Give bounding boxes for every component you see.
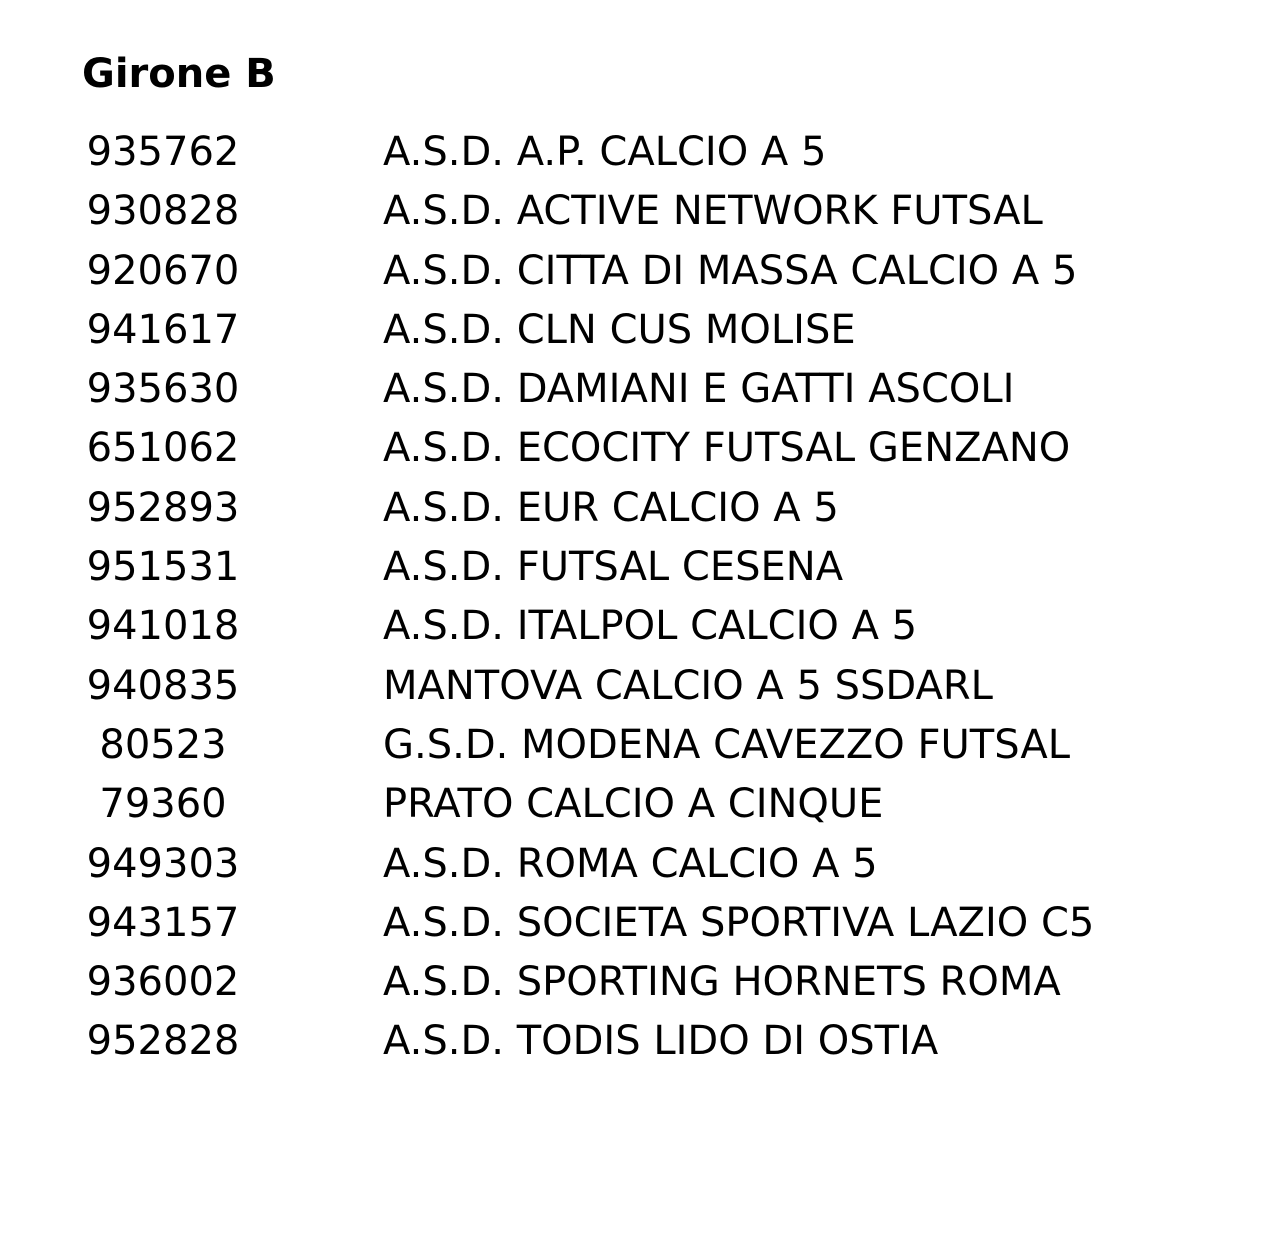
team-row	[82, 479, 1262, 538]
team-name: A.S.D. ITALPOL CALCIO A 5	[383, 603, 918, 650]
team-name: MANTOVA CALCIO A 5 SSDARL	[383, 662, 993, 709]
team-code: 80523	[99, 721, 227, 768]
team-name: A.S.D. FUTSAL CESENA	[383, 544, 844, 591]
team-row	[82, 123, 1262, 182]
team-name: A.S.D. EUR CALCIO A 5	[383, 484, 839, 531]
team-name: A.S.D. TODIS LIDO DI OSTIA	[383, 1018, 939, 1065]
group-heading: Girone B	[82, 51, 276, 97]
team-code: 920670	[86, 247, 240, 294]
team-code: 79360	[99, 781, 227, 828]
team-row	[82, 538, 1262, 597]
team-row	[82, 953, 1262, 1012]
team-name: A.S.D. DAMIANI E GATTI ASCOLI	[383, 366, 1015, 413]
team-code: 952828	[86, 1018, 240, 1065]
team-code: 941018	[86, 603, 240, 650]
team-code: 952893	[86, 484, 240, 531]
team-row	[82, 182, 1262, 241]
team-name: A.S.D. ECOCITY FUTSAL GENZANO	[383, 425, 1071, 472]
team-row	[82, 360, 1262, 419]
team-row	[82, 716, 1262, 775]
team-code: 943157	[86, 899, 240, 946]
team-name: A.S.D. SOCIETA SPORTIVA LAZIO C5	[383, 899, 1095, 946]
team-name: PRATO CALCIO A CINQUE	[383, 781, 884, 828]
team-row	[82, 301, 1262, 360]
team-code: 930828	[86, 188, 240, 235]
team-row	[82, 1012, 1262, 1071]
team-row	[82, 597, 1262, 656]
team-name: A.S.D. ROMA CALCIO A 5	[383, 840, 878, 887]
team-row	[82, 242, 1262, 301]
team-code: 949303	[86, 840, 240, 887]
team-code: 935762	[86, 129, 240, 175]
team-name: A.S.D. ACTIVE NETWORK FUTSAL	[383, 188, 1043, 235]
team-code: 941617	[86, 306, 240, 353]
team-name: A.S.D. CLN CUS MOLISE	[383, 306, 856, 353]
team-row	[82, 419, 1262, 478]
team-name: G.S.D. MODENA CAVEZZO FUTSAL	[383, 721, 1070, 768]
team-code: 936002	[86, 959, 240, 1006]
team-name: A.S.D. CITTA DI MASSA CALCIO A 5	[383, 247, 1078, 294]
team-code: 651062	[86, 425, 240, 472]
team-row	[82, 835, 1262, 894]
team-code: 951531	[86, 544, 240, 591]
team-row	[82, 894, 1262, 953]
team-row	[82, 775, 1262, 834]
document-page	[82, 48, 1262, 1072]
team-code: 935630	[86, 366, 240, 413]
team-name: A.S.D. A.P. CALCIO A 5	[383, 129, 827, 175]
team-name: A.S.D. SPORTING HORNETS ROMA	[383, 959, 1061, 1006]
team-code: 940835	[86, 662, 240, 709]
team-row	[82, 657, 1262, 716]
team-list	[82, 123, 1262, 1072]
